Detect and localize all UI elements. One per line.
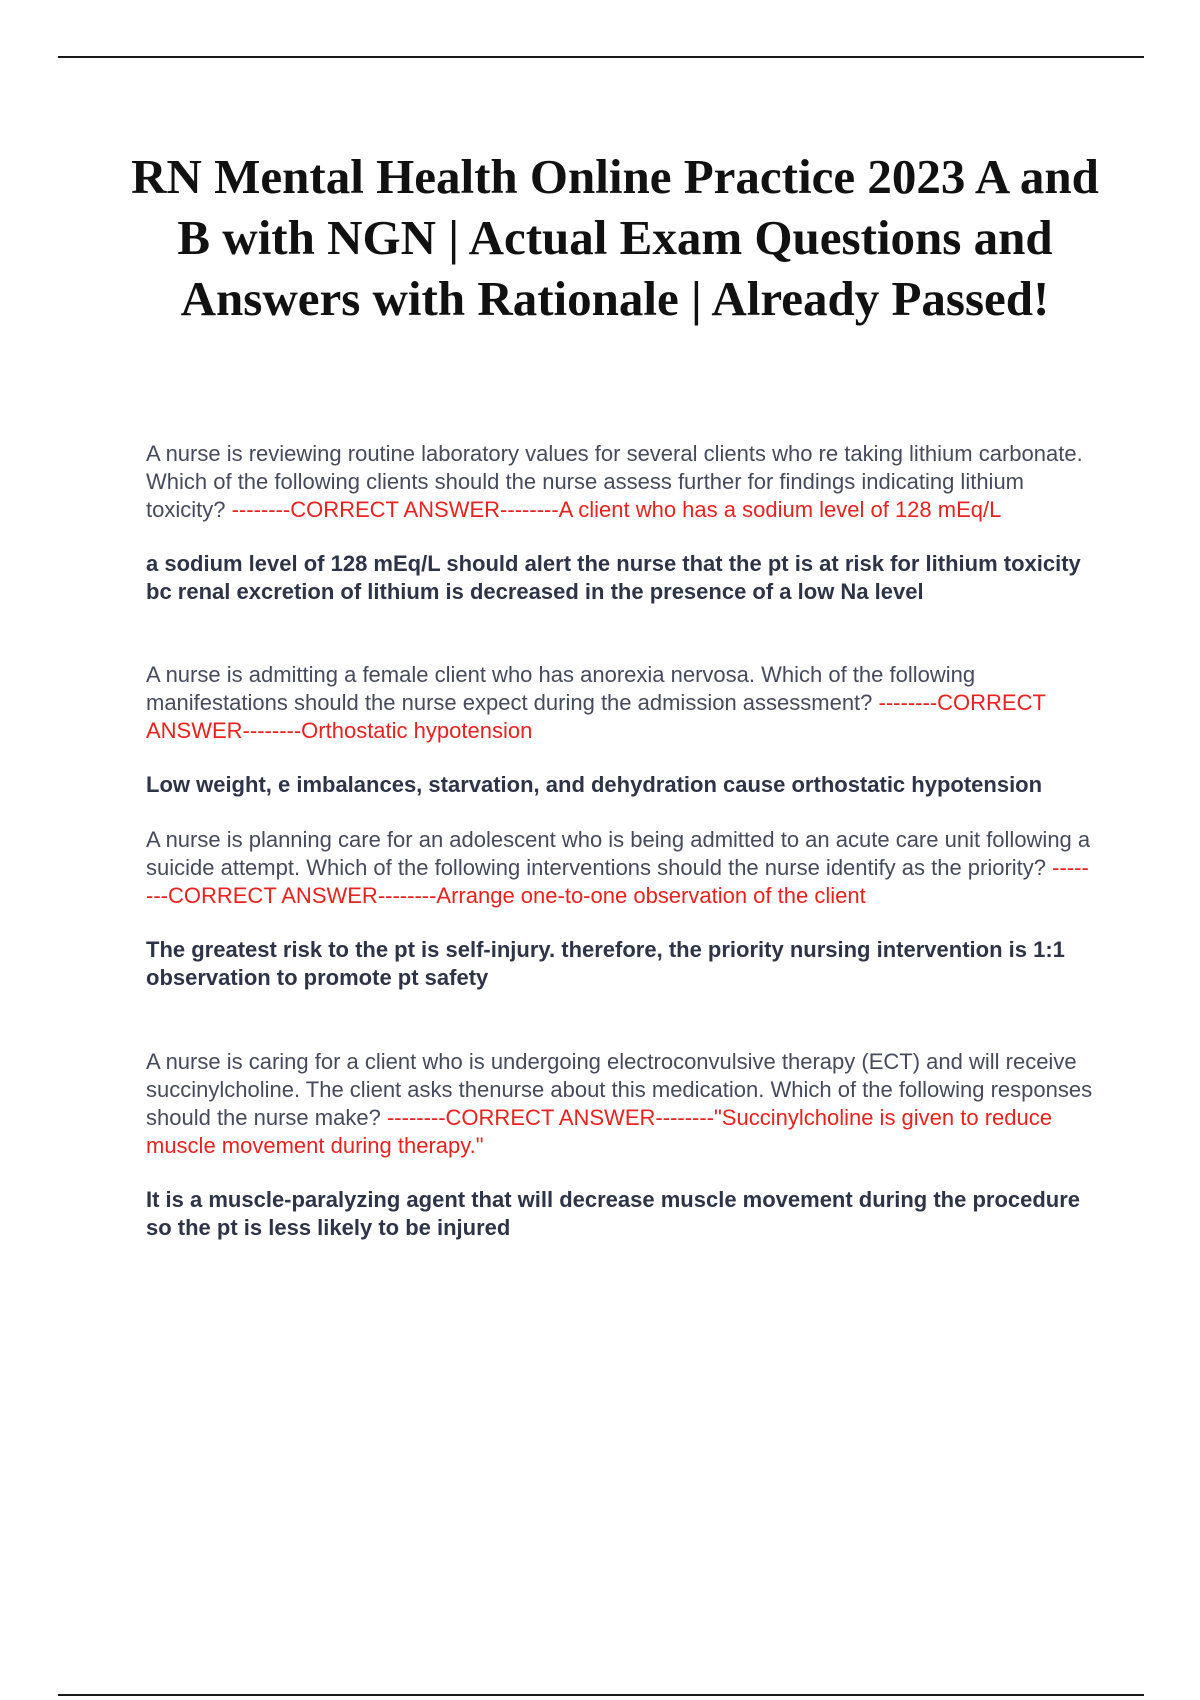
- question-prompt: A nurse is planning care for an adolescent who is being admitted to an acute care unit following a suicide attempt. Which of the following interventions should the nurse identify as the priority?: [146, 827, 1091, 880]
- qa-item: [146, 826, 1096, 992]
- rationale-text: Low weight, e imbalances, starvation, and dehydration cause orthostatic hypotension: [146, 772, 1043, 797]
- top-rule: [58, 56, 1144, 58]
- question-prompt: A nurse is reviewing routine laboratory values for several clients who re taking lithium carbonate. Which of the following clients should the nurse assess further for findings indicating lithium toxicity?: [146, 441, 1083, 522]
- qa-item: [146, 440, 1096, 606]
- rationale-text: a sodium level of 128 mEq/L should alert the nurse that the pt is at risk for lithium toxicity bc renal excretion of lithium is decreased in the presence of a low Na level: [146, 551, 1081, 604]
- question-text: [146, 661, 1096, 745]
- qa-list: [146, 440, 1096, 1242]
- correct-answer: --------CORRECT ANSWER--------Orthostatic hypotension: [146, 690, 1046, 743]
- question-prompt: A nurse is caring for a client who is undergoing electroconvulsive therapy (ECT) and will receive succinylcholine. The client asks thenurse about this medication. Which of the following responses should the nurse make?: [146, 1049, 1093, 1130]
- correct-answer: --------CORRECT ANSWER--------A client who has a sodium level of 128 mEq/L: [231, 497, 1002, 522]
- question-prompt: A nurse is admitting a female client who has anorexia nervosa. Which of the following manifestations should the nurse expect during the admission assessment?: [146, 662, 976, 715]
- bottom-rule: [58, 1694, 1144, 1696]
- qa-item: [146, 661, 1096, 799]
- question-text: [146, 1048, 1096, 1160]
- correct-answer: --------CORRECT ANSWER--------Arrange one-to-one observation of the client: [146, 855, 1089, 908]
- question-text: [146, 826, 1096, 910]
- qa-item: [146, 1048, 1096, 1242]
- rationale-text: The greatest risk to the pt is self-injury. therefore, the priority nursing intervention is 1:1 observation to promote pt safety: [146, 937, 1065, 990]
- document-title: RN Mental Health Online Practice 2023 A and B with NGN | Actual Exam Questions and Answers with Rationale | Already Passed!: [131, 149, 1099, 326]
- question-text: [146, 440, 1096, 524]
- rationale-text: It is a muscle-paralyzing agent that will decrease muscle movement during the procedure so the pt is less likely to be injured: [146, 1187, 1081, 1240]
- correct-answer: --------CORRECT ANSWER--------"Succinylcholine is given to reduce muscle movement during therapy.": [146, 1105, 1052, 1158]
